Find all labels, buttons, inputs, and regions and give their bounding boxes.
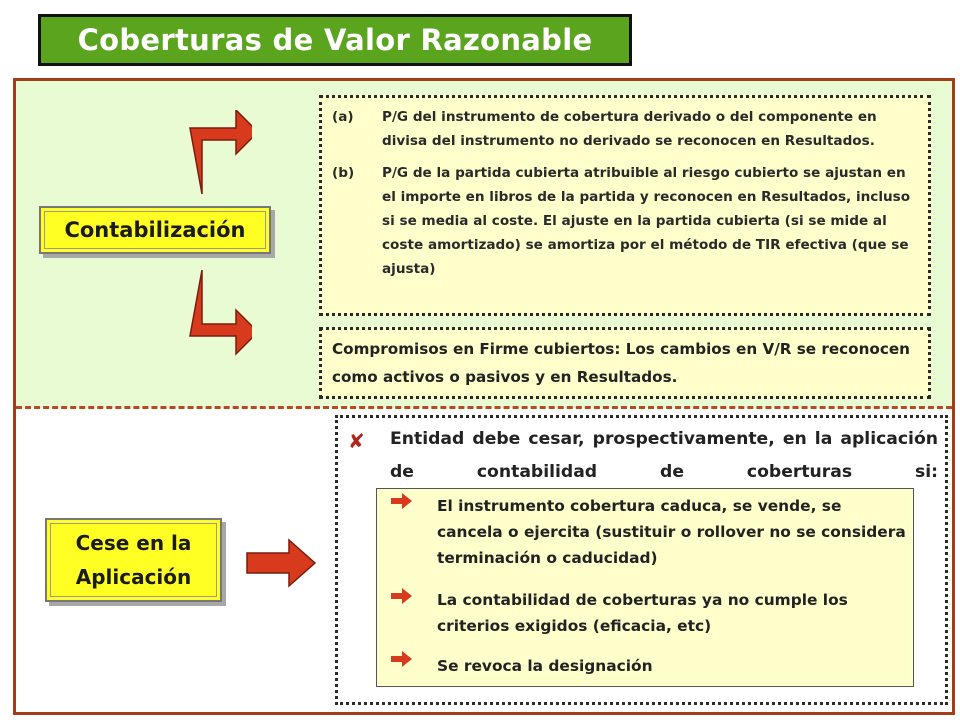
arrow-bullet-icon — [391, 588, 413, 604]
reconocimiento-box — [319, 95, 931, 316]
condition-1: El instrumento cobertura caduca, se vende, se cancela o ejercita (sustituir o rollover no se considera terminación o caducidad) — [437, 497, 906, 567]
contabilizacion-label — [39, 206, 271, 254]
page-title: Coberturas de Valor Razonable — [38, 14, 632, 66]
cese-main-bullet — [348, 423, 938, 489]
compromisos-text: Compromisos en Firme cubiertos: Los cambios en V/R se reconocen como activos o pasivos y en Resultados. — [332, 340, 910, 386]
condition-3: Se revoca la designación — [437, 657, 653, 675]
item-b — [332, 161, 918, 281]
arrow-bullet-icon — [391, 493, 413, 509]
arrow-up-right-icon — [186, 110, 252, 196]
item-b-tag: (b) — [332, 165, 355, 181]
item-a-text: P/G del instrumento de cobertura derivado o del componente en divisa del instrumento no derivado se reconocen en Resultados. — [382, 109, 877, 149]
x-mark-icon: ✘ — [348, 429, 365, 453]
cese-label-line1: Cese en la — [75, 531, 192, 555]
item-a — [332, 105, 918, 153]
item-b-text: P/G de la partida cubierta atribuible al riesgo cubierto se ajustan en el importe en libros de la partida y reconocen en Resultados, incluso si se media al coste. El ajuste en la partida cubierta (si se mide al coste amortizado) se amortiza por el método de TIR efectiva (que se ajusta) — [382, 165, 911, 277]
contabilizacion-label-text: Contabilización — [64, 218, 246, 242]
cese-conditions — [376, 488, 914, 687]
condition-2: La contabilidad de coberturas ya no cumple los criterios exigidos (eficacia, etc) — [437, 591, 848, 635]
cese-main-text: Entidad debe cesar, prospectivamente, en la aplicación de contabilidad de coberturas si: — [390, 429, 938, 482]
compromisos-box — [319, 327, 931, 399]
item-a-tag: (a) — [332, 109, 354, 125]
arrow-right-icon — [245, 538, 319, 588]
section-divider — [16, 406, 952, 409]
arrow-bullet-icon — [391, 651, 413, 667]
arrow-down-right-icon — [186, 270, 252, 356]
cese-label — [45, 518, 222, 602]
cese-label-line2: Aplicación — [75, 565, 192, 589]
